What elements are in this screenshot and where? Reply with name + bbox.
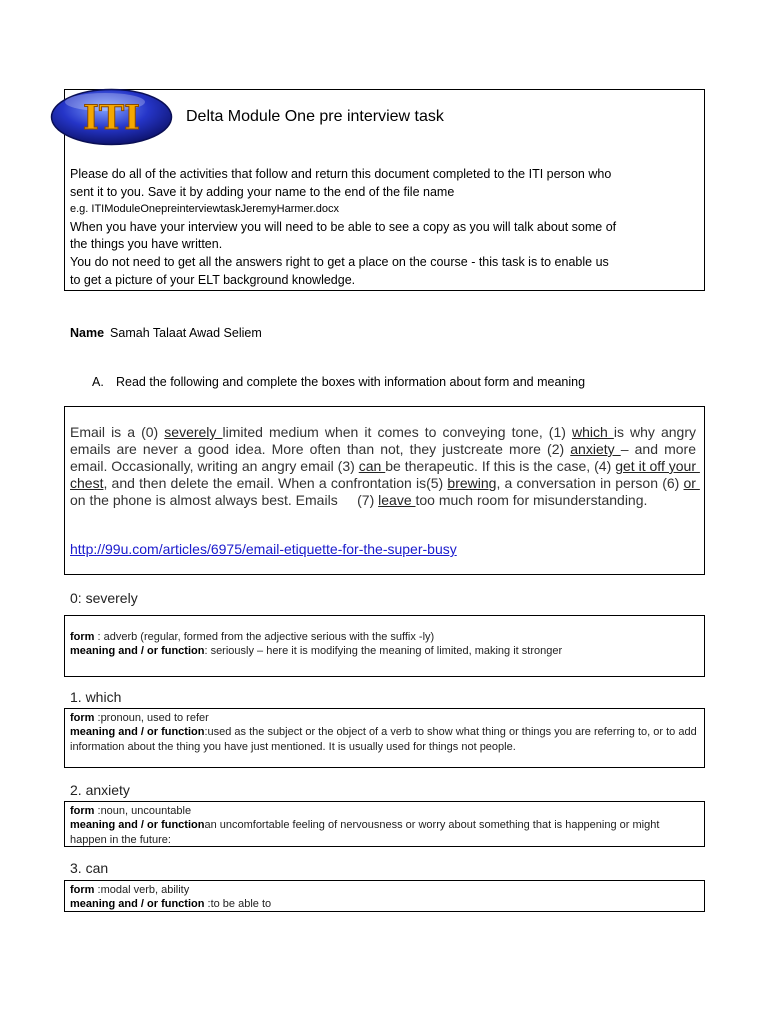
passage-segment: on the phone is almost always best. Emails (7) — [70, 492, 379, 508]
intro-line: You do not need to get all the answers right to get a place on the course - this task is to enable us — [70, 254, 609, 269]
passage-segment: be therapeutic. If this is the case, (4) — [385, 458, 616, 474]
gap-word: get it off your chest — [70, 458, 700, 491]
answer-box[interactable] — [64, 708, 705, 768]
form-label: form — [70, 805, 95, 817]
form-row — [70, 804, 699, 818]
meaning-value: : seriously – here it is modifying the meaning of limited, making it stronger — [204, 645, 563, 658]
gap-word: which — [571, 424, 614, 440]
name-label: Name — [70, 326, 105, 340]
task-instruction — [92, 375, 585, 389]
intro-text — [70, 166, 700, 289]
meaning-label: meaning and / or function — [70, 645, 205, 658]
form-row — [70, 630, 699, 644]
meaning-value: :used as the subject or the object of a verb to show what thing or things you are referring to, or to add information about the thing you have just mentioned. It is usually used for things not people. — [70, 726, 697, 753]
passage-segment: Email is a (0) — [70, 424, 165, 440]
gap-word: or — [683, 475, 700, 491]
passage-segment: is why angry emails are never a good idea. More often than not, they justcreate more (2) — [70, 424, 700, 457]
form-value: :pronoun, used to refer — [94, 712, 209, 724]
gap-word: severely — [164, 424, 223, 440]
passage-segment: , a conversation in person (6) — [496, 475, 684, 491]
meaning-row — [70, 725, 699, 754]
passage-text — [70, 424, 700, 509]
intro-line: the things you have written. — [70, 237, 223, 252]
intro-line: sent it to you. Save it by adding your name to the end of the file name — [70, 184, 455, 199]
meaning-label: meaning and / or function — [70, 819, 205, 832]
meaning-value: :to be able to — [204, 898, 272, 911]
iti-logo — [50, 88, 173, 146]
form-label: form — [70, 631, 95, 643]
gap-word: anxiety — [570, 441, 621, 457]
form-value: :modal verb, ability — [94, 884, 190, 896]
intro-line: e.g. ITIModuleOnepreinterviewtaskJeremyHarmer.docx — [70, 203, 339, 216]
form-row — [70, 883, 699, 897]
meaning-row — [70, 818, 699, 847]
intro-line: When you have your interview you will need to be able to see a copy as you will talk about some of — [70, 219, 617, 234]
form-row — [70, 711, 699, 725]
document-title: Delta Module One pre interview task — [186, 108, 444, 125]
logo-text: ITI — [82, 98, 141, 138]
passage-segment: too much room for misunderstanding. — [415, 492, 648, 508]
task-instruction-text: Read the following and complete the boxes with information about form and meaning — [116, 375, 586, 389]
meaning-value: an uncomfortable feeling of nervousness or worry about something that is happening or might happen in the future: — [70, 819, 660, 846]
gap-word: leave — [378, 492, 416, 508]
answer-heading: 2. anxiety — [70, 782, 130, 798]
meaning-row — [70, 897, 699, 911]
intro-line: Please do all of the activities that follow and return this document completed to the ITI person who — [70, 167, 612, 181]
passage-segment: – and more email. Occasionally, writing an angry email (3) — [70, 441, 700, 474]
task-letter: A. — [92, 375, 104, 389]
answer-heading: 1. which — [70, 689, 122, 705]
source-link[interactable]: http://99u.com/articles/6975/email-etiquette-for-the-super-busy — [70, 541, 457, 557]
name-line — [70, 326, 262, 340]
intro-line: to get a picture of your ELT background knowledge. — [70, 272, 356, 287]
form-value: :noun, uncountable — [94, 805, 192, 817]
form-label: form — [70, 884, 95, 896]
meaning-row — [70, 644, 699, 658]
meaning-label: meaning and / or function — [70, 726, 205, 739]
passage-segment: , and then delete the email. When a confrontation is(5) — [103, 475, 448, 491]
gap-word: brewing — [447, 475, 497, 491]
form-label: form — [70, 712, 95, 724]
form-value: : adverb (regular, formed from the adjective serious with the suffix -ly) — [94, 631, 435, 643]
answer-box[interactable] — [64, 615, 705, 677]
answer-heading: 3. can — [70, 860, 109, 876]
passage-segment: limited medium when it comes to conveying tone, (1) — [222, 424, 572, 440]
answer-box[interactable] — [64, 880, 705, 912]
answer-box[interactable] — [64, 801, 705, 847]
name-value[interactable]: Samah Talaat Awad Seliem — [110, 326, 262, 340]
answer-heading: 0: severely — [70, 590, 138, 606]
meaning-label: meaning and / or function — [70, 898, 205, 911]
gap-word: can — [358, 458, 386, 474]
